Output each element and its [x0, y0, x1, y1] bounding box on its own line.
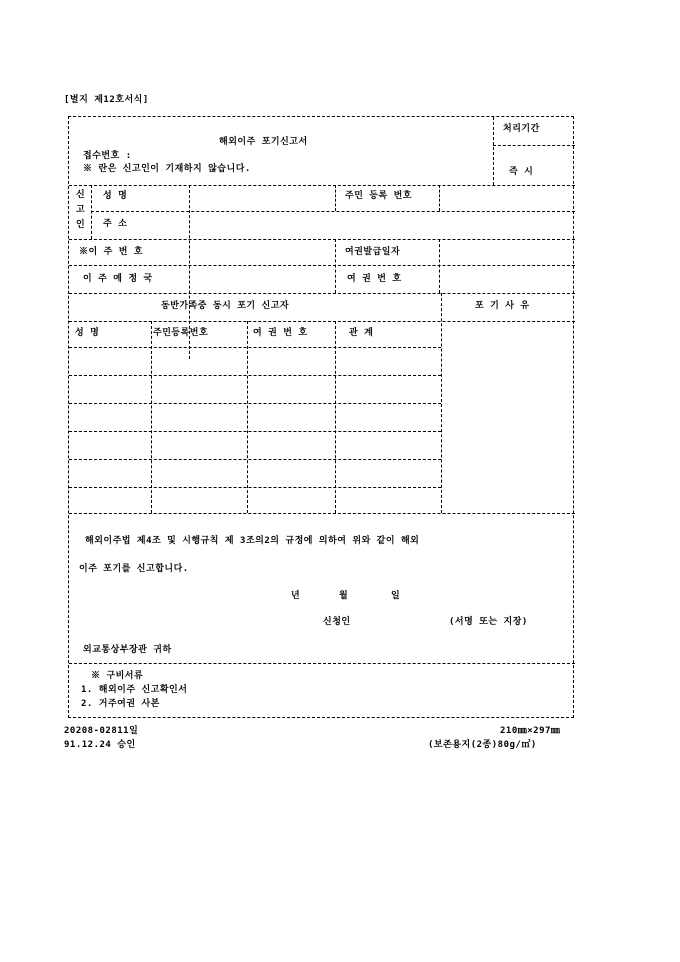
accompanying-family-title: 동반가족중 동시 포기 신고자: [161, 301, 290, 311]
table-row-line: [69, 403, 441, 404]
approval-date: 91.12.24 승인: [64, 740, 136, 750]
renunciation-reason-label: 포 기 사 유: [475, 301, 530, 311]
resident-number-label: 주민 등록 번호: [345, 191, 413, 201]
table-row-line: [69, 487, 441, 488]
row-line: [69, 265, 575, 266]
paper-type: (보존용지(2종)80g/㎡): [428, 740, 537, 750]
mid-divider: [335, 185, 336, 211]
section-line: [69, 185, 575, 186]
row-line: [91, 211, 575, 212]
destination-country-label: 이 주 예 정 국: [83, 274, 153, 284]
row-line: [69, 293, 575, 294]
processing-period-value: 즉 시: [509, 167, 534, 177]
paper-size: 210㎜×297㎜: [500, 726, 561, 736]
address-label: 주 소: [103, 219, 128, 229]
passport-issue-date-label: 여권발급일자: [345, 247, 401, 257]
processing-line: [493, 145, 575, 146]
column-divider: [335, 321, 336, 513]
name-label: 성 명: [103, 191, 128, 201]
date-day: 일: [391, 591, 401, 601]
family-resident-number-header: 주민등록번호: [153, 328, 209, 338]
row-line: [69, 513, 575, 514]
column-divider: [151, 321, 152, 513]
applicant-side-label-1: 신: [76, 190, 86, 200]
statement-line-1: 해외이주법 제4조 및 시행규칙 제 3조의2의 규정에 의하여 위와 같이 해외: [85, 536, 420, 546]
form-title: 해외이주 포기신고서: [219, 137, 308, 147]
table-row-line: [69, 347, 441, 348]
form-code: 20208-02811일: [64, 726, 139, 736]
family-relationship-header: 관 계: [349, 328, 374, 338]
table-row-line: [69, 459, 441, 460]
reason-divider: [441, 293, 442, 513]
column-divider: [247, 321, 248, 513]
emigration-renunciation-form: [68, 116, 574, 718]
receipt-number-label: 접수번호 :: [83, 151, 132, 161]
applicant-side-label-2: 고: [76, 205, 86, 215]
processing-period-label: 처리기간: [503, 124, 540, 134]
applicant-signature-label: 신청인: [323, 617, 351, 627]
row-line: [69, 239, 575, 240]
row-line: [69, 321, 575, 322]
required-document-item: 2. 거주여권 사본: [81, 699, 160, 709]
table-row-line: [69, 375, 441, 376]
mid-divider: [335, 239, 336, 293]
signature-or-seal-label: (서명 또는 지장): [449, 617, 528, 627]
side-divider: [91, 185, 92, 239]
table-row-line: [69, 431, 441, 432]
applicant-side-label-3: 인: [76, 220, 86, 230]
family-name-header: 성 명: [75, 328, 100, 338]
right-divider: [439, 185, 440, 211]
date-month: 월: [339, 591, 349, 601]
family-passport-number-header: 여 권 번 호: [253, 328, 308, 338]
right-divider: [439, 239, 440, 293]
row-line: [69, 663, 575, 664]
statement-line-2: 이주 포기를 신고합니다.: [79, 564, 189, 574]
processing-divider: [493, 117, 494, 185]
date-year: 년: [291, 591, 301, 601]
passport-number-label: 여 권 번 호: [347, 274, 402, 284]
office-use-note: ※ 란은 신고인이 기재하지 않습니다.: [83, 164, 251, 174]
form-number: [별지 제12호서식]: [64, 95, 149, 105]
addressee: 외교통상부장관 귀하: [83, 645, 172, 655]
required-documents-title: ※ 구비서류: [91, 671, 144, 681]
required-document-item: 1. 해외이주 신고확인서: [81, 685, 188, 695]
emigration-number-label: ※이 주 번 호: [79, 247, 144, 257]
